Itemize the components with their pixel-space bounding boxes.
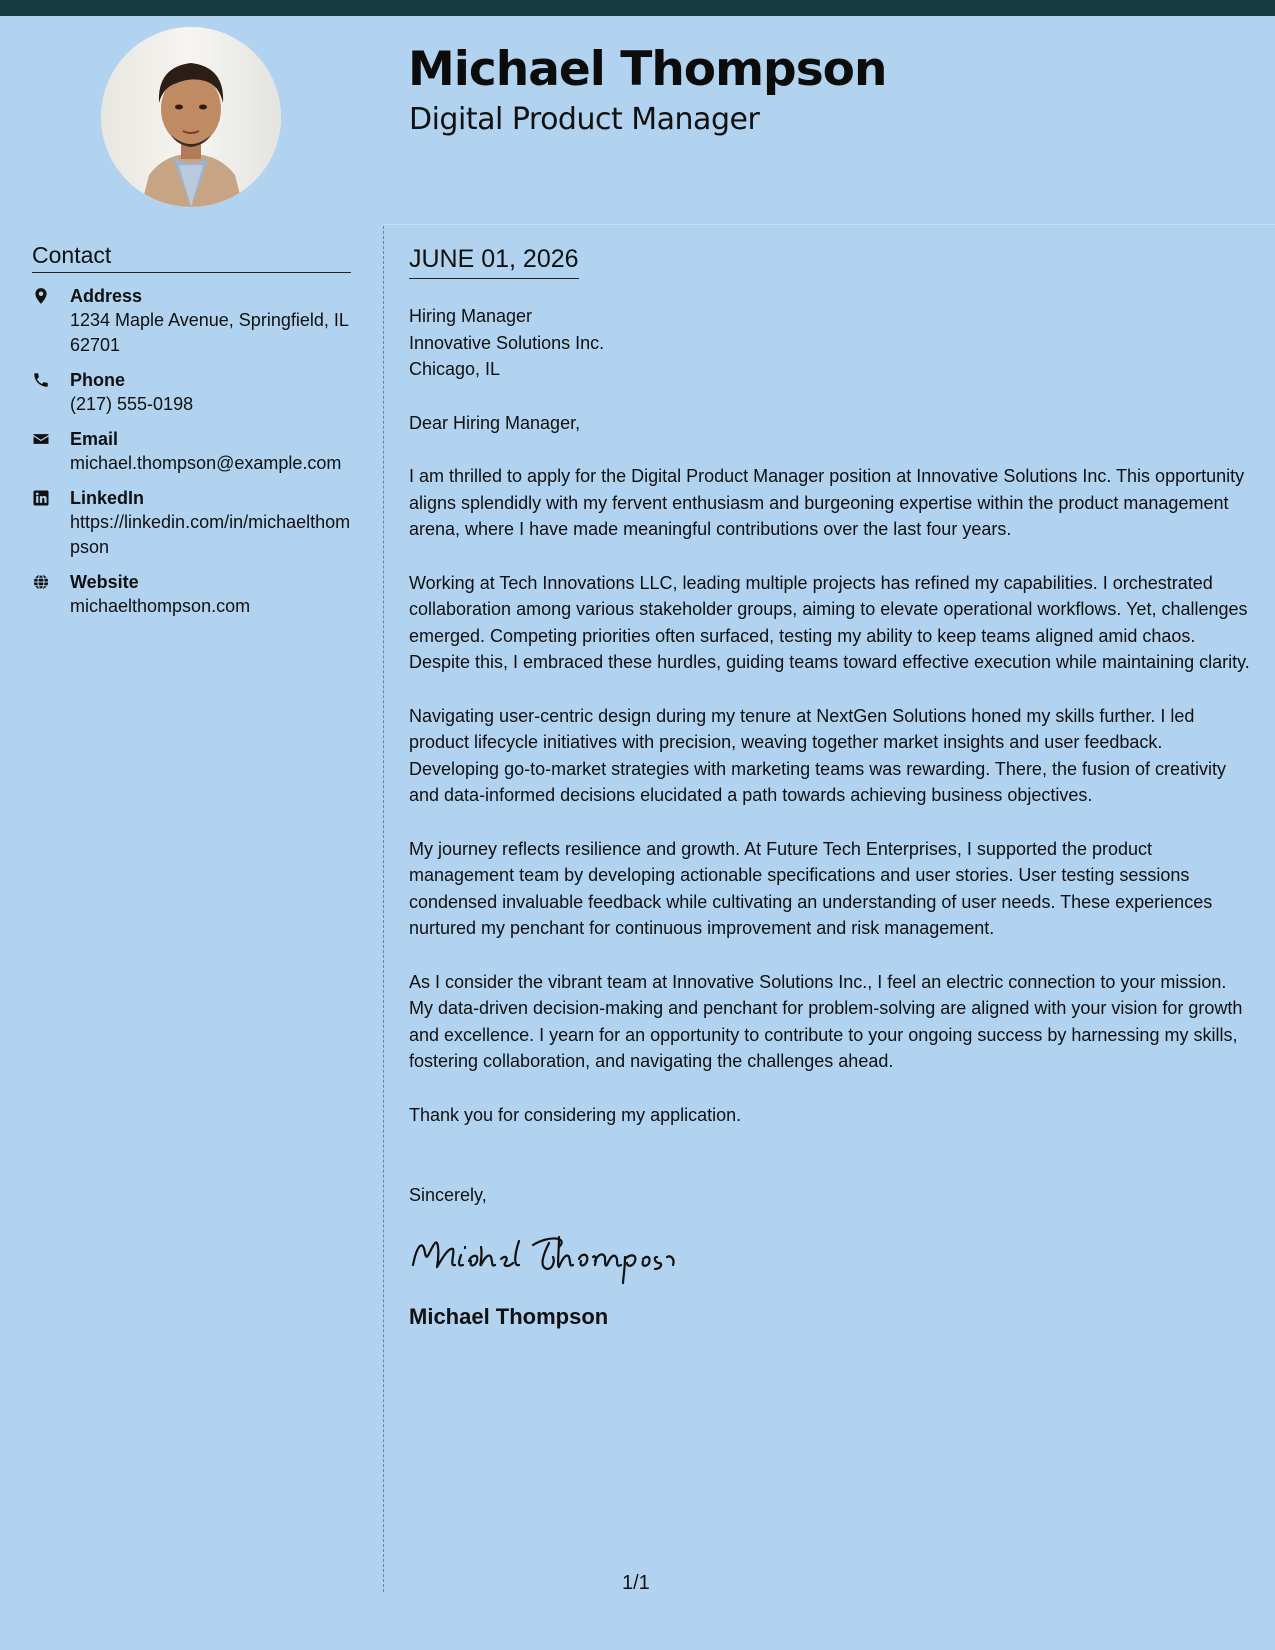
letter-paragraph: My journey reflects resilience and growth. At Future Tech Enterprises, I supported the product management team by developing actionable specifications and user stories. User testing sessions condensed invaluable feedback while cultivating an understanding of user needs. These experiences nurtured my penchant for continuous improvement and risk management. [409, 838, 1213, 938]
contact-list [32, 284, 352, 629]
globe-icon [32, 570, 70, 619]
header-divider [384, 224, 1275, 225]
linkedin-icon [32, 486, 70, 560]
signer-name: Michael Thompson [409, 1303, 609, 1329]
phone-value: (217) 555-0198 [70, 394, 194, 414]
column-divider [383, 226, 384, 1592]
recipient-block [409, 303, 1254, 383]
address-label: Address [70, 286, 143, 306]
recipient-line: Hiring Manager [409, 306, 533, 326]
recipient-line: Chicago, IL [409, 359, 501, 379]
closing: Sincerely, [409, 1185, 487, 1205]
letter-paragraph: I am thrilled to apply for the Digital Product Manager position at Innovative Solutions Inc. This opportunity aligns splendidly with my fervent enthusiasm and burgeoning expertise within the product management arena, where I have made meaningful contributions over the last four years. [409, 466, 1245, 539]
letter-date: JUNE 01, 2026 [409, 245, 579, 279]
email-value[interactable]: michael.thompson@example.com [70, 453, 342, 473]
contact-item-address [32, 284, 352, 358]
signature [409, 1227, 1254, 1287]
phone-icon [32, 368, 70, 417]
thank-you-line: Thank you for considering my application. [409, 1104, 742, 1125]
linkedin-label: LinkedIn [70, 488, 145, 508]
contact-item-email [32, 427, 352, 476]
contact-heading: Contact [32, 242, 351, 273]
letter-body [409, 303, 1254, 1330]
letter-paragraph: Navigating user-centric design during my tenure at NextGen Solutions honed my skills further. I led product lifecycle initiatives with precision, weaving together market insights and user feedback. Developing go-to-market strategies with marketing teams was rewarding. There, the fusion of creativity and data-informed decisions elucidated a path towards achieving business objectives. [409, 705, 1227, 805]
letter-paragraph: As I consider the vibrant team at Innovative Solutions Inc., I feel an electric connection to your mission. My data-driven decision-making and penchant for problem-solving are aligned with your vision for growth and excellence. I yearn for an opportunity to contribute to your ongoing success by harnessing my skills, fostering collaboration, and navigating the challenges ahead. [409, 971, 1243, 1071]
recipient-line: Innovative Solutions Inc. [409, 332, 605, 353]
portrait-image [101, 27, 281, 207]
salutation: Dear Hiring Manager, [409, 412, 581, 433]
letter-paragraph: Working at Tech Innovations LLC, leading multiple projects has refined my capabilities. I orchestrated collaboration among various stakeholder groups, aiming to elevate operational workflows. Yet, challenges emerged. Competing priorities often surfaced, testing my ability to keep teams aligned amid chaos. Despite this, I embraced these hurdles, guiding teams toward effective execution while maintaining clarity. [409, 572, 1250, 672]
address-value: 1234 Maple Avenue, Springfield, IL 62701 [70, 310, 349, 355]
page-number: 1/1 [622, 1572, 650, 1594]
website-label: Website [70, 572, 139, 592]
contact-item-website [32, 570, 352, 619]
linkedin-value[interactable]: https://linkedin.com/in/michaelthompson [70, 512, 351, 557]
contact-item-linkedin [32, 486, 352, 560]
contact-item-phone [32, 368, 352, 417]
envelope-icon [32, 427, 70, 476]
website-value[interactable]: michaelthompson.com [70, 596, 251, 616]
email-label: Email [70, 429, 119, 449]
phone-label: Phone [70, 370, 126, 390]
profile-photo [101, 27, 281, 207]
map-pin-icon [32, 284, 70, 358]
applicant-name: Michael Thompson [408, 42, 887, 97]
applicant-job-title: Digital Product Manager [409, 102, 760, 137]
header-accent-bar [0, 0, 1275, 16]
